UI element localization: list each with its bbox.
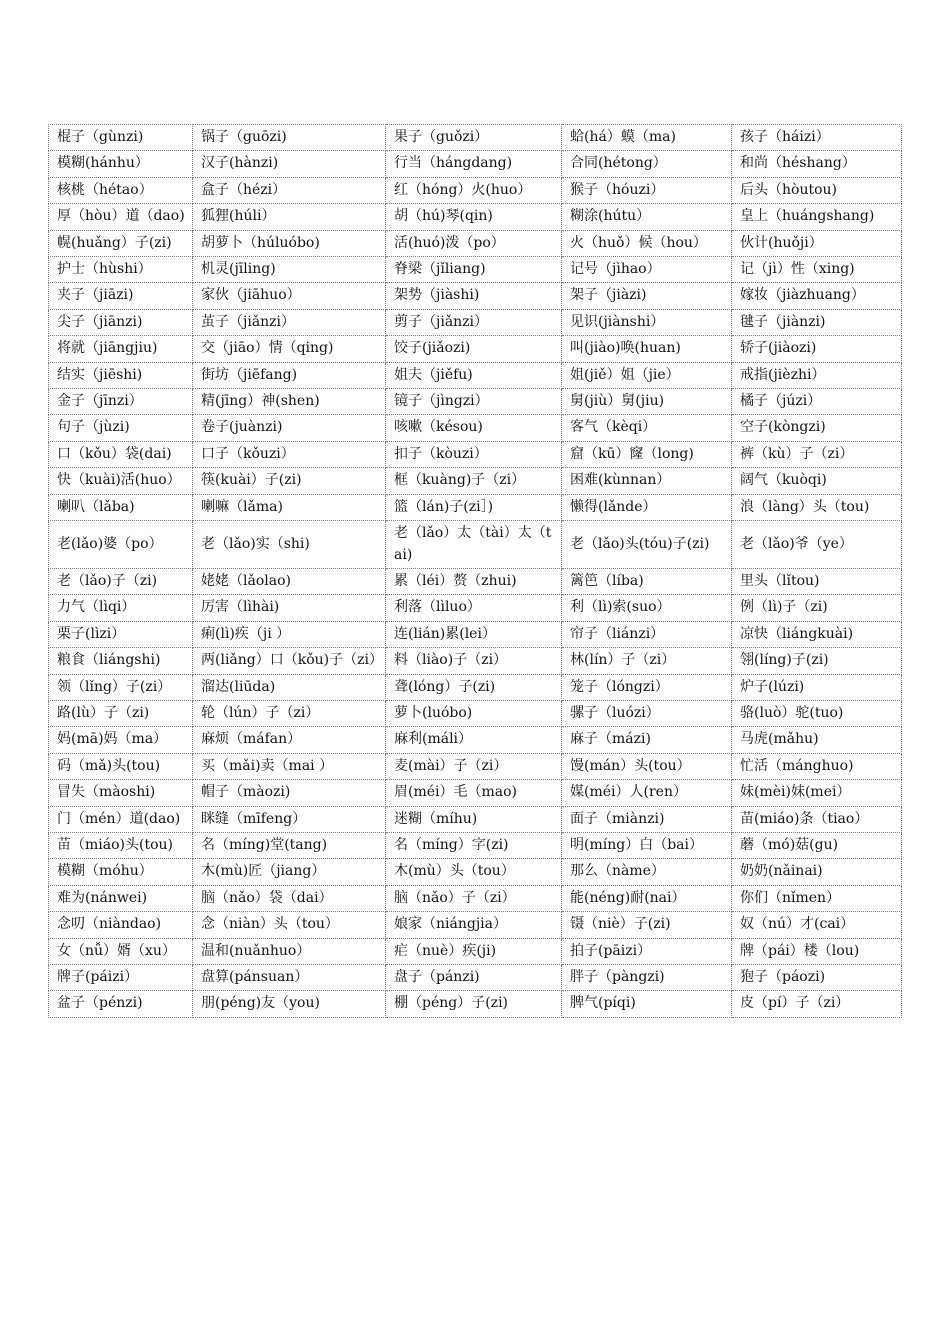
vocab-cell: 口（kǒu）袋(dai) <box>49 441 193 467</box>
table-row <box>49 441 902 467</box>
vocab-cell: 家伙（jiāhuo） <box>193 283 386 309</box>
vocab-cell: 护士（hùshi） <box>49 257 193 283</box>
vocab-cell: 木(mù)匠（jiang） <box>193 859 386 885</box>
vocab-cell: 卷子(juànzi) <box>193 415 386 441</box>
vocab-cell: 骆(luò）驼(tuo) <box>732 700 902 726</box>
table-row <box>49 494 902 520</box>
vocab-cell: 力气（lìqi） <box>49 595 193 621</box>
vocab-cell: 那么（nàme） <box>562 859 732 885</box>
vocab-cell: 你们（nǐmen） <box>732 885 902 911</box>
vocab-cell: 苗（miáo)头(tou) <box>49 832 193 858</box>
vocab-cell: 快（kuài)活(huo） <box>49 468 193 494</box>
table-row <box>49 309 902 335</box>
vocab-cell: 架子（jiàzi) <box>562 283 732 309</box>
vocab-cell: 交（jiāo）情（qing) <box>193 336 386 362</box>
vocab-cell: 舅(jiù）舅(jiu) <box>562 389 732 415</box>
vocab-cell: 行当（hángdang) <box>386 151 562 177</box>
table-row <box>49 468 902 494</box>
vocab-cell: 喇嘛（lǎma) <box>193 494 386 520</box>
vocab-cell: 叫(jiào)唤(huan) <box>562 336 732 362</box>
vocab-cell: 皇上（huángshang) <box>732 204 902 230</box>
vocab-cell: 眯缝（mīfeng） <box>193 806 386 832</box>
table-row <box>49 621 902 647</box>
vocab-cell: 红（hóng）火(huo） <box>386 177 562 203</box>
vocab-cell: 胖子（pàngzi) <box>562 965 732 991</box>
vocab-cell: 骡子（luózi） <box>562 700 732 726</box>
vocab-cell: 帽子（màozi) <box>193 780 386 806</box>
table-row <box>49 204 902 230</box>
vocab-cell: 连(lián)累(lei） <box>386 621 562 647</box>
vocab-cell: 蘑（mó)菇(gu) <box>732 832 902 858</box>
vocab-cell: 架势（jiàshi) <box>386 283 562 309</box>
table-row <box>49 177 902 203</box>
vocab-cell: 狍子（páozi) <box>732 965 902 991</box>
vocab-cell: 猴子（hóuzi） <box>562 177 732 203</box>
vocab-cell: 萝卜(luóbo) <box>386 700 562 726</box>
table-row <box>49 727 902 753</box>
vocab-cell: 戒指(jièzhi） <box>732 362 902 388</box>
vocab-cell: 结实（jiēshi) <box>49 362 193 388</box>
table-row <box>49 257 902 283</box>
vocab-cell: 两(liǎng）口（kǒu)子（zi） <box>193 648 386 674</box>
vocab-cell: 凉快（liángkuài) <box>732 621 902 647</box>
vocab-cell: 茧子（jiǎnzi） <box>193 309 386 335</box>
vocab-cell: 明(míng）白（bai） <box>562 832 732 858</box>
vocab-cell: 娘家（niángjia） <box>386 912 562 938</box>
vocab-cell: 姐(jiě）姐（jie） <box>562 362 732 388</box>
vocab-cell: 锅子（guōzi) <box>193 125 386 151</box>
vocab-cell: 盒子（hézi） <box>193 177 386 203</box>
vocab-cell: 厉害（lìhài) <box>193 595 386 621</box>
vocab-cell: 脊梁（jǐliang) <box>386 257 562 283</box>
vocab-cell: 翎(líng)子(zi) <box>732 648 902 674</box>
vocab-cell: 核桃（hétao） <box>49 177 193 203</box>
vocab-cell: 难为(nánwei) <box>49 885 193 911</box>
vocab-cell: 念叨（niàndao) <box>49 912 193 938</box>
vocab-cell: 聋(lóng）子(zi) <box>386 674 562 700</box>
vocab-cell: 林(lín）子（zi） <box>562 648 732 674</box>
vocab-cell: 轿子(jiàozi) <box>732 336 902 362</box>
vocab-cell: 念（niàn）头（tou） <box>193 912 386 938</box>
vocab-cell: 客气（kèqi） <box>562 415 732 441</box>
vocab-cell: 和尚（héshang） <box>732 151 902 177</box>
vocab-cell: 温和(nuǎnhuo） <box>193 938 386 964</box>
vocab-cell: 喇叭（lǎba) <box>49 494 193 520</box>
vocab-cell: 姐夫（jiěfu) <box>386 362 562 388</box>
vocab-cell: 脑（nǎo）子（zi） <box>386 885 562 911</box>
vocab-cell: 麻子（mázi) <box>562 727 732 753</box>
pinyin-vocabulary-table <box>48 124 902 1018</box>
vocab-cell: 浪（làng）头（tou) <box>732 494 902 520</box>
vocab-cell: 脾气(píqi) <box>562 991 732 1017</box>
vocab-cell: 姥姥（lǎolao) <box>193 568 386 594</box>
vocab-cell: 橘子（júzi） <box>732 389 902 415</box>
vocab-cell: 朋(péng)友（you) <box>193 991 386 1017</box>
table-row <box>49 753 902 779</box>
vocab-cell: 口子（kǒuzi） <box>193 441 386 467</box>
vocab-cell: 胡萝卜（húluóbo) <box>193 230 386 256</box>
vocab-cell: 名（míng）字(zi) <box>386 832 562 858</box>
vocab-cell: 牌（pái）楼（lou) <box>732 938 902 964</box>
vocab-cell: 尖子（jiānzi) <box>49 309 193 335</box>
table-row <box>49 389 902 415</box>
vocab-cell: 脑（nǎo）袋（dai） <box>193 885 386 911</box>
vocab-cell: 媒(méi）人(ren） <box>562 780 732 806</box>
vocab-cell: 模糊(hánhu） <box>49 151 193 177</box>
vocab-cell: 狐狸(húli） <box>193 204 386 230</box>
vocab-cell: 框（kuàng)子（zi） <box>386 468 562 494</box>
vocab-cell: 老（lǎo)子（zi) <box>49 568 193 594</box>
table-row <box>49 991 902 1017</box>
vocab-cell: 妹(mèi)妹(mei） <box>732 780 902 806</box>
vocab-cell: 困难(kùnnan） <box>562 468 732 494</box>
table-row <box>49 648 902 674</box>
table-row <box>49 568 902 594</box>
vocab-cell: 懒得(lǎnde） <box>562 494 732 520</box>
table-row <box>49 595 902 621</box>
table-row <box>49 700 902 726</box>
vocab-cell: 拍子(pāizi） <box>562 938 732 964</box>
vocab-cell: 模糊（móhu） <box>49 859 193 885</box>
vocab-cell: 精(jīng）神(shen) <box>193 389 386 415</box>
vocab-cell: 蛤(há）蟆（ma) <box>562 125 732 151</box>
vocab-cell: 迷糊（míhu) <box>386 806 562 832</box>
vocab-cell: 将就（jiāngjiu) <box>49 336 193 362</box>
vocab-cell: 眉(méi）毛（mao) <box>386 780 562 806</box>
table-row <box>49 336 902 362</box>
table-row <box>49 965 902 991</box>
vocab-cell: 筷(kuài）子(zi) <box>193 468 386 494</box>
vocab-cell: 汉子(hànzi) <box>193 151 386 177</box>
table-row <box>49 938 902 964</box>
vocab-cell: 阔气（kuòqi) <box>732 468 902 494</box>
vocab-cell: 门（mén）道(dao) <box>49 806 193 832</box>
vocab-cell: 嫁妆（jiàzhuang） <box>732 283 902 309</box>
table-row <box>49 859 902 885</box>
vocab-cell: 女（nǚ）婿（xu） <box>49 938 193 964</box>
vocab-cell: 例（lì)子（zi) <box>732 595 902 621</box>
table-row <box>49 283 902 309</box>
table-row <box>49 780 902 806</box>
vocab-cell: 盘算(pánsuan） <box>193 965 386 991</box>
vocab-cell: 糊涂(hútu） <box>562 204 732 230</box>
vocab-cell: 盘子（pánzi) <box>386 965 562 991</box>
vocab-cell: 见识(jiànshi） <box>562 309 732 335</box>
vocab-cell: 机灵(jīling) <box>193 257 386 283</box>
vocab-cell: 后头（hòutou) <box>732 177 902 203</box>
vocab-cell: 咳嗽（késou) <box>386 415 562 441</box>
vocab-cell: 木(mù）头（tou） <box>386 859 562 885</box>
vocab-cell: 镊（niè）子(zi) <box>562 912 732 938</box>
vocab-cell: 馒(mán）头(tou） <box>562 753 732 779</box>
vocab-cell: 马虎(mǎhu) <box>732 727 902 753</box>
vocab-cell: 皮（pí）子（zi） <box>732 991 902 1017</box>
table-row <box>49 125 902 151</box>
vocab-cell: 忙活（mánghuo) <box>732 753 902 779</box>
vocab-cell: 篮（lán)子(zi］) <box>386 494 562 520</box>
vocab-cell: 疟（nuè）疾(ji) <box>386 938 562 964</box>
table-row <box>49 362 902 388</box>
vocab-cell: 盆子（pénzi) <box>49 991 193 1017</box>
table-row <box>49 885 902 911</box>
vocab-cell: 苗(miáo)条（tiao） <box>732 806 902 832</box>
vocab-cell: 活(huó)泼（po） <box>386 230 562 256</box>
vocab-cell: 孩子（háizi） <box>732 125 902 151</box>
vocab-cell: 奴（nú）才(cai） <box>732 912 902 938</box>
vocab-cell: 麦(mài）子（zi） <box>386 753 562 779</box>
vocab-cell: 里头（lǐtou) <box>732 568 902 594</box>
vocab-cell: 记号（jìhao） <box>562 257 732 283</box>
vocab-cell: 码（mǎ)头(tou) <box>49 753 193 779</box>
vocab-cell: 裤（kù）子（zi） <box>732 441 902 467</box>
vocab-cell: 麻烦（máfan） <box>193 727 386 753</box>
vocab-cell: 伙计(huǒji） <box>732 230 902 256</box>
vocab-cell: 棍子（gùnzi) <box>49 125 193 151</box>
vocab-cell: 帘子（liánzi） <box>562 621 732 647</box>
vocab-cell: 果子（guǒzi） <box>386 125 562 151</box>
vocab-cell: 牌子(páizi） <box>49 965 193 991</box>
vocab-cell: 胡（hú)琴(qin) <box>386 204 562 230</box>
vocab-cell: 街坊（jiēfang) <box>193 362 386 388</box>
vocab-cell: 名（míng)堂(tang) <box>193 832 386 858</box>
vocab-cell: 料（liào)子（zi） <box>386 648 562 674</box>
vocab-cell: 老（lǎo)头(tóu)子(zi) <box>562 521 732 569</box>
table-row <box>49 521 902 569</box>
vocab-cell: 痢(lì)疾（ji ） <box>193 621 386 647</box>
vocab-cell: 买（mǎi)卖（mai ） <box>193 753 386 779</box>
table-row <box>49 230 902 256</box>
table-row <box>49 912 902 938</box>
vocab-cell: 厚（hòu）道（dao) <box>49 204 193 230</box>
vocab-cell: 饺子(jiǎozi) <box>386 336 562 362</box>
vocab-cell: 老（lǎo)实（shi) <box>193 521 386 569</box>
vocab-cell: 妈(mā)妈（ma） <box>49 727 193 753</box>
vocab-cell: 镜子（jìngzi） <box>386 389 562 415</box>
vocab-cell: 老（lǎo）太（tài）太（tai) <box>386 521 562 569</box>
vocab-cell: 麻利(máli） <box>386 727 562 753</box>
vocabulary-table-body <box>49 125 902 1018</box>
vocab-cell: 幌(huǎng）子(zi) <box>49 230 193 256</box>
table-row <box>49 674 902 700</box>
vocab-cell: 轮（lún）子（zi） <box>193 700 386 726</box>
vocab-cell: 毽子（jiànzi) <box>732 309 902 335</box>
vocab-cell: 笼子（lóngzi） <box>562 674 732 700</box>
vocab-cell: 面子（miànzi) <box>562 806 732 832</box>
vocab-cell: 老（lǎo)爷（ye） <box>732 521 902 569</box>
vocab-cell: 金子（jīnzi） <box>49 389 193 415</box>
table-row <box>49 151 902 177</box>
vocab-cell: 篱笆（líba) <box>562 568 732 594</box>
vocab-cell: 粮食（liángshi) <box>49 648 193 674</box>
vocab-cell: 合同(hétong） <box>562 151 732 177</box>
vocab-cell: 奶奶(nǎinai) <box>732 859 902 885</box>
vocab-cell: 栗子(lìzi） <box>49 621 193 647</box>
vocab-cell: 累（léi）赘（zhui) <box>386 568 562 594</box>
vocab-cell: 扣子（kòuzi） <box>386 441 562 467</box>
table-row <box>49 415 902 441</box>
vocab-cell: 火（huǒ）候（hou） <box>562 230 732 256</box>
vocab-cell: 能(néng)耐(nai） <box>562 885 732 911</box>
vocab-cell: 剪子（jiǎnzi） <box>386 309 562 335</box>
vocab-cell: 领（lǐng）子(zi） <box>49 674 193 700</box>
vocab-cell: 冒失（màoshi) <box>49 780 193 806</box>
table-row <box>49 806 902 832</box>
vocab-cell: 记（jì）性（xing) <box>732 257 902 283</box>
vocab-cell: 棚（péng）子(zi) <box>386 991 562 1017</box>
table-row <box>49 832 902 858</box>
vocab-cell: 老(lǎo)婆（po） <box>49 521 193 569</box>
vocab-cell: 窟（kū）窿（long) <box>562 441 732 467</box>
vocab-cell: 路(lù）子（zi) <box>49 700 193 726</box>
vocab-cell: 溜达(liūda) <box>193 674 386 700</box>
vocab-cell: 句子（jùzi) <box>49 415 193 441</box>
vocab-cell: 炉子(lúzi) <box>732 674 902 700</box>
vocab-cell: 夹子（jiāzi) <box>49 283 193 309</box>
vocab-cell: 空子(kòngzi) <box>732 415 902 441</box>
vocab-cell: 利落（lìluo） <box>386 595 562 621</box>
vocab-cell: 利（lì)索(suo） <box>562 595 732 621</box>
